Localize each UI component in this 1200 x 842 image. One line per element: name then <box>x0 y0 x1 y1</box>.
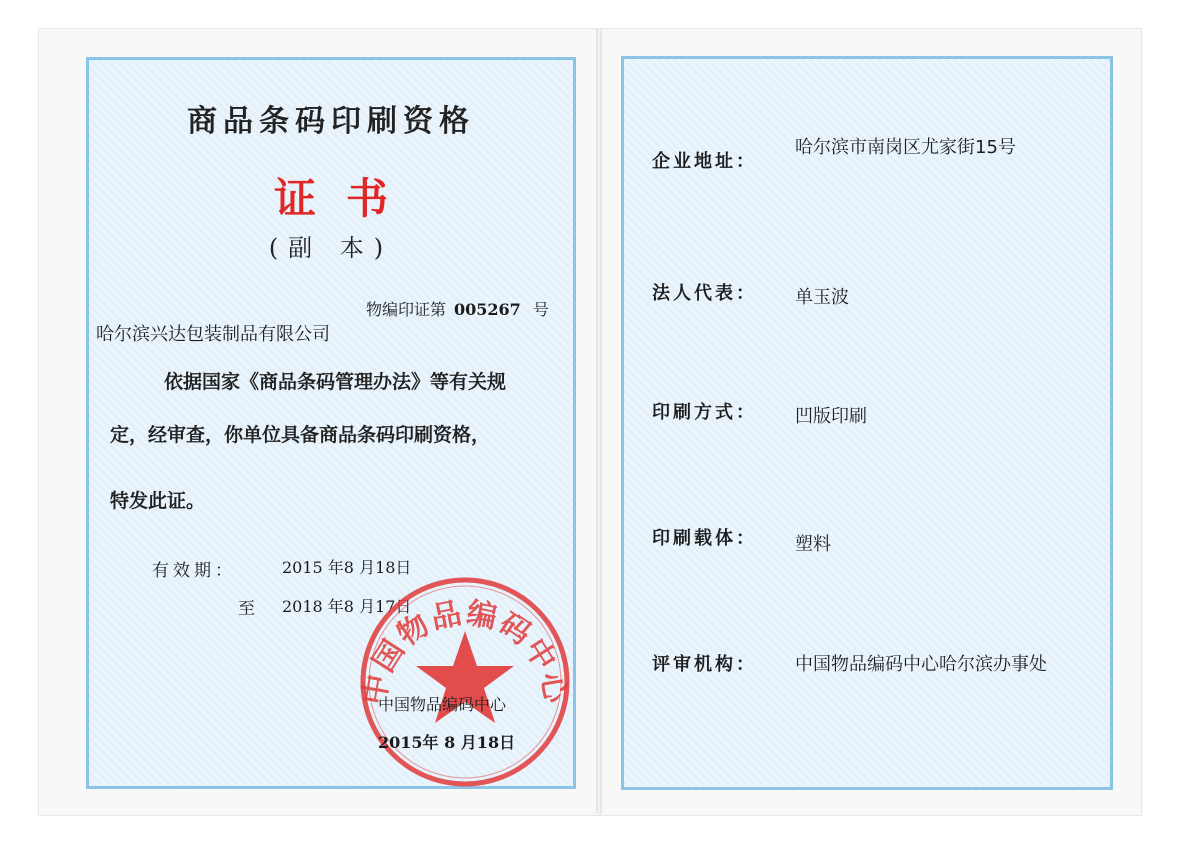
issuer-name: 中国物品编码中心 <box>378 695 507 714</box>
validity-to: 2018 年8 月17日 <box>282 597 412 616</box>
seal-text: 中国物品编码中心 <box>356 595 574 708</box>
field-label-print-medium: 印刷载体： <box>652 528 757 549</box>
field-label-address: 企业地址： <box>652 151 757 172</box>
field-value-legal-rep: 单玉波 <box>795 287 849 308</box>
page-fold <box>596 28 602 814</box>
field-value-print-method: 凹版印刷 <box>795 406 867 427</box>
validity-to-label: 至 <box>238 599 255 619</box>
cert-no-suffix: 号 <box>532 300 549 319</box>
validity-from: 2015 年8 月18日 <box>282 558 412 577</box>
certificate-title: 证书 <box>273 174 418 223</box>
copy-label: (副 本) <box>268 234 394 262</box>
field-value-print-medium: 塑料 <box>795 534 831 555</box>
body-line-1: 依据国家《商品条码管理办法》等有关规 <box>164 371 507 393</box>
issue-date: 2015年 8 月18日 <box>378 733 516 752</box>
official-seal-stamp <box>356 573 574 791</box>
certificate-heading: 商品条码印刷资格 <box>187 104 475 139</box>
body-line-3: 特发此证。 <box>110 490 206 512</box>
certificate-number <box>366 297 549 320</box>
field-label-print-method: 印刷方式： <box>652 402 757 423</box>
field-label-review-agency: 评审机构： <box>652 654 757 675</box>
validity-label: 有效期： <box>152 561 236 581</box>
field-value-address: 哈尔滨市南岗区尤家街15号 <box>795 137 1016 158</box>
cert-no-prefix: 物编印证第 <box>366 300 447 319</box>
cert-no-value: 005267 <box>454 300 521 319</box>
company-name: 哈尔滨兴达包装制品有限公司 <box>96 324 330 345</box>
field-value-review-agency: 中国物品编码中心哈尔滨办事处 <box>795 654 1047 675</box>
field-label-legal-rep: 法人代表： <box>652 283 757 304</box>
body-line-2: 定，经审查，你单位具备商品条码印刷资格， <box>110 424 491 446</box>
